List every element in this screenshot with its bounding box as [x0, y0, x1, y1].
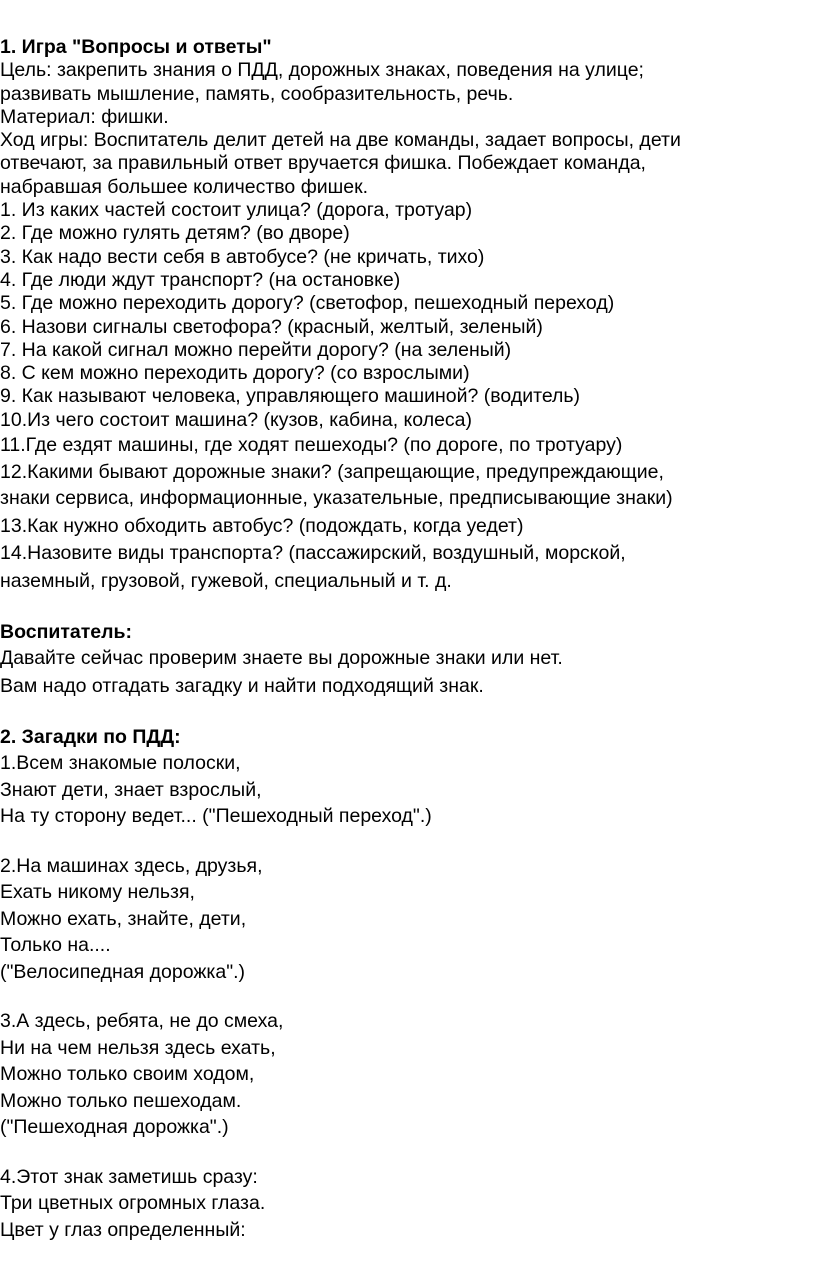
goal-line: Цель: закрепить знания о ПДД, дорожных знаках, поведения на улице; — [0, 59, 644, 82]
riddle-line: На ту сторону ведет... ("Пешеходный переход".) — [0, 805, 432, 828]
riddle-line: Можно ехать, знайте, дети, — [0, 907, 247, 930]
question-item: наземный, грузовой, гужевой, специальный и т. д. — [0, 569, 452, 592]
question-item: 11.Где ездят машины, где ходят пешеходы? (по дороге, по тротуару) — [0, 434, 623, 457]
question-item: 12.Какими бывают дорожные знаки? (запрещающие, предупреждающие, — [0, 460, 664, 483]
document-page — [0, 36, 812, 1243]
riddle-line: 2.На машинах здесь, друзья, — [0, 854, 263, 877]
spacer — [0, 1141, 812, 1164]
riddle-line: Ехать никому нельзя, — [0, 881, 195, 904]
question-item: 3. Как надо вести себя в автобусе? (не кричать, тихо) — [0, 245, 485, 268]
question-item: 6. Назови сигналы светофора? (красный, желтый, зеленый) — [0, 315, 543, 338]
question-item: 10.Из чего состоит машина? (кузов, кабина, колеса) — [0, 408, 473, 431]
question-item: 1. Из каких частей состоит улица? (дорога, тротуар) — [0, 199, 473, 222]
question-item: 13.Как нужно обходить автобус? (подождать, когда уедет) — [0, 514, 524, 537]
riddle-line: ("Велосипедная дорожка".) — [0, 960, 246, 983]
riddle-line: ("Пешеходная дорожка".) — [0, 1116, 229, 1139]
riddle-line: 3.А здесь, ребята, не до смеха, — [0, 1010, 284, 1033]
riddle-line: Цвет у глаз определенный: — [0, 1218, 246, 1241]
riddle-line: Знают дети, знает взрослый, — [0, 778, 262, 801]
riddle-line: Ни на чем нельзя здесь ехать, — [0, 1036, 276, 1059]
spacer — [0, 830, 812, 853]
spacer — [0, 595, 812, 619]
riddle-line: Можно только пешеходам. — [0, 1089, 242, 1112]
riddle-line: 1.Всем знакомые полоски, — [0, 752, 241, 775]
question-item: 9. Как называют человека, управляющего машиной? (водитель) — [0, 385, 581, 408]
riddle-line: Три цветных огромных глаза. — [0, 1192, 266, 1215]
question-item: знаки сервиса, информационные, указательные, предписывающие знаки) — [0, 487, 673, 510]
riddles-heading: 2. Загадки по ПДД: — [0, 725, 181, 748]
course-line: отвечают, за правильный ответ вручается фишка. Побеждает команда, — [0, 152, 646, 175]
question-item: 2. Где можно гулять детям? (во дворе) — [0, 222, 350, 245]
question-item: 7. На какой сигнал можно перейти дорогу? (на зеленый) — [0, 338, 512, 361]
riddle-line: Только на.... — [0, 934, 111, 957]
course-line: Ход игры: Воспитатель делит детей на две команды, задает вопросы, дети — [0, 129, 681, 152]
teacher-line: Вам надо отгадать загадку и найти подходящий знак. — [0, 674, 484, 697]
question-item: 8. С кем можно переходить дорогу? (со взрослыми) — [0, 362, 470, 385]
game-heading: 1. Игра "Вопросы и ответы" — [0, 36, 272, 58]
question-item: 5. Где можно переходить дорогу? (светофор, пешеходный переход) — [0, 292, 615, 315]
question-item: 14.Назовите виды транспорта? (пассажирский, воздушный, морской, — [0, 542, 626, 565]
goal-line: развивать мышление, память, сообразительность, речь. — [0, 82, 514, 105]
course-line: набравшая большее количество фишек. — [0, 175, 369, 198]
riddle-line: 4.Этот знак заметишь сразу: — [0, 1165, 258, 1188]
teacher-line: Давайте сейчас проверим знаете вы дорожные знаки или нет. — [0, 647, 563, 670]
teacher-label: Воспитатель: — [0, 620, 133, 643]
question-item: 4. Где люди ждут транспорт? (на остановке) — [0, 268, 401, 291]
material-line: Материал: фишки. — [0, 105, 169, 128]
spacer — [0, 985, 812, 1008]
spacer — [0, 700, 812, 724]
riddle-line: Можно только своим ходом, — [0, 1063, 255, 1086]
